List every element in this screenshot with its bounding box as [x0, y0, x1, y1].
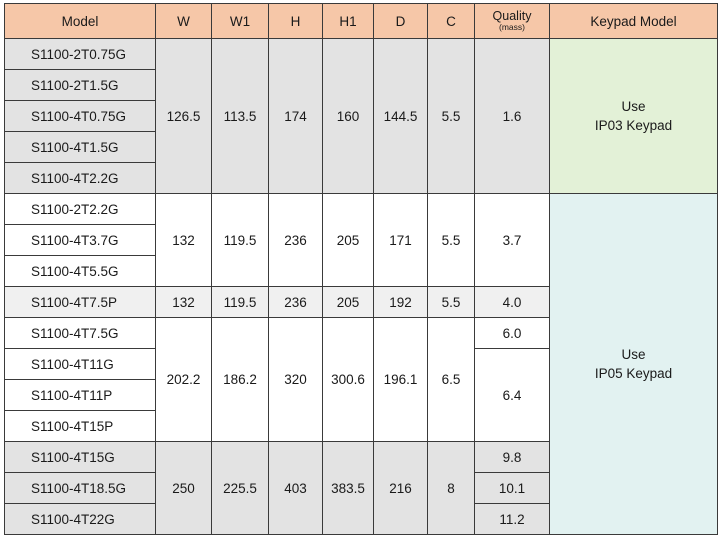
quality-cell: 9.8	[475, 442, 550, 473]
h1-cell: 383.5	[323, 442, 374, 535]
model-cell: S1100-4T2.2G	[5, 163, 156, 194]
h-cell: 236	[269, 287, 323, 318]
keypad-cell-ip03	[550, 39, 718, 194]
model-cell: S1100-2T0.75G	[5, 39, 156, 70]
model-cell: S1100-4T3.7G	[5, 225, 156, 256]
w-cell: 126.5	[156, 39, 212, 194]
quality-cell: 1.6	[475, 39, 550, 194]
model-cell: S1100-4T5.5G	[5, 256, 156, 287]
header-c: C	[428, 4, 475, 39]
w-cell: 202.2	[156, 318, 212, 442]
model-cell: S1100-4T7.5G	[5, 318, 156, 349]
model-cell: S1100-2T1.5G	[5, 70, 156, 101]
table-row	[5, 194, 718, 225]
header-d: D	[374, 4, 428, 39]
c-cell: 6.5	[428, 318, 475, 442]
w-cell: 132	[156, 194, 212, 287]
c-cell: 8	[428, 442, 475, 535]
model-cell: S1100-4T0.75G	[5, 101, 156, 132]
h-cell: 320	[269, 318, 323, 442]
h-cell: 403	[269, 442, 323, 535]
keypad-model-label: IP03 Keypad	[594, 118, 673, 133]
d-cell: 216	[374, 442, 428, 535]
quality-cell: 11.2	[475, 504, 550, 535]
quality-cell: 4.0	[475, 287, 550, 318]
dimensions-table	[4, 3, 718, 535]
model-cell: S1100-4T11G	[5, 349, 156, 380]
header-h: H	[269, 4, 323, 39]
table-row	[5, 39, 718, 70]
w1-cell: 186.2	[212, 318, 269, 442]
header-quality-label: Quality	[492, 9, 532, 23]
d-cell: 196.1	[374, 318, 428, 442]
keypad-use-label: Use	[621, 99, 646, 114]
w-cell: 132	[156, 287, 212, 318]
model-cell: S1100-4T15G	[5, 442, 156, 473]
header-h1: H1	[323, 4, 374, 39]
model-cell: S1100-4T22G	[5, 504, 156, 535]
quality-cell: 6.4	[475, 349, 550, 442]
h1-cell: 205	[323, 287, 374, 318]
model-cell: S1100-2T2.2G	[5, 194, 156, 225]
c-cell: 5.5	[428, 287, 475, 318]
model-cell: S1100-4T11P	[5, 380, 156, 411]
header-quality-unit: (mass)	[499, 22, 525, 32]
h1-cell: 160	[323, 39, 374, 194]
w1-cell: 225.5	[212, 442, 269, 535]
header-w: W	[156, 4, 212, 39]
header-row	[5, 4, 718, 39]
h-cell: 174	[269, 39, 323, 194]
quality-cell: 3.7	[475, 194, 550, 287]
quality-cell: 6.0	[475, 318, 550, 349]
d-cell: 171	[374, 194, 428, 287]
h1-cell: 300.6	[323, 318, 374, 442]
header-quality	[475, 4, 550, 39]
keypad-model-label: IP05 Keypad	[594, 366, 673, 381]
w1-cell: 119.5	[212, 194, 269, 287]
w1-cell: 119.5	[212, 287, 269, 318]
d-cell: 192	[374, 287, 428, 318]
d-cell: 144.5	[374, 39, 428, 194]
c-cell: 5.5	[428, 194, 475, 287]
keypad-use-label: Use	[621, 347, 646, 362]
c-cell: 5.5	[428, 39, 475, 194]
quality-cell: 10.1	[475, 473, 550, 504]
model-cell: S1100-4T15P	[5, 411, 156, 442]
model-cell: S1100-4T7.5P	[5, 287, 156, 318]
keypad-cell-ip05	[550, 194, 718, 535]
header-keypad: Keypad Model	[550, 4, 718, 39]
w1-cell: 113.5	[212, 39, 269, 194]
header-model: Model	[5, 4, 156, 39]
model-cell: S1100-4T18.5G	[5, 473, 156, 504]
w-cell: 250	[156, 442, 212, 535]
h1-cell: 205	[323, 194, 374, 287]
h-cell: 236	[269, 194, 323, 287]
header-w1: W1	[212, 4, 269, 39]
model-cell: S1100-4T1.5G	[5, 132, 156, 163]
